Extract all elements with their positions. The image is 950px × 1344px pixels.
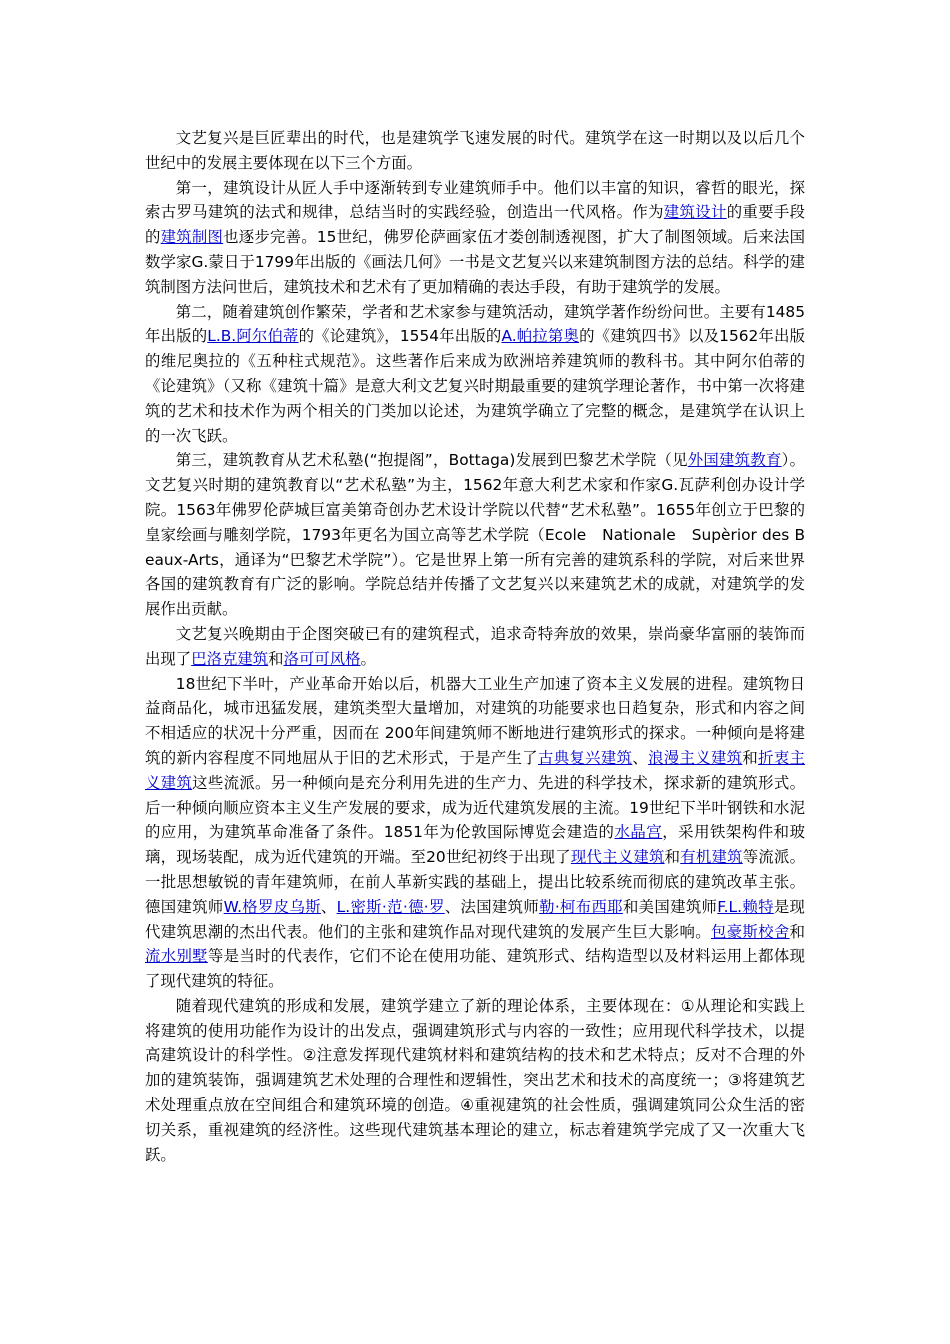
text-run: 、法国建筑师 (444, 897, 540, 916)
hyperlink[interactable]: 浪漫主义建筑 (648, 748, 743, 767)
text-run: 第一，建筑设计从匠人手中逐渐转到专业建筑师手中。他们以丰富的知识，睿哲的眼光，探索古罗马建筑的法式和规律，总结当时的实践经验，创造出一代风格。作为 (145, 178, 805, 222)
text-run: 和 (664, 848, 681, 867)
paragraph-modern-theory (145, 994, 805, 1168)
text-run: 随着现代建筑的形成和发展，建筑学建立了新的理论体系，主要体现在：①从理论和实践上将建筑的使用功能作为设计的出发点，强调建筑形式与内容的一致性；应用现代科学技术，以提高建筑设计的科学性。②注意发挥现代建筑材料和建筑结构的技术和艺术特点；反对不合理的外加的建筑装饰，强调建筑艺术处理的合理性和逻辑性，突出艺术和技术的高度统一；③将建筑艺术处理重点放在空间组合和建筑环境的创造。④重视建筑的社会性质，强调建筑同公众生活的密切关系，重视建筑的经济性。这些现代建筑基本理论的建立，标志着建筑学完成了又一次重大飞跃。 (145, 996, 805, 1164)
hyperlink[interactable]: L.密斯·范·德·罗 (336, 897, 445, 916)
hyperlink[interactable]: F.L.赖特 (717, 897, 774, 916)
paragraph-third-point (145, 448, 805, 622)
hyperlink[interactable]: 流水别墅 (145, 947, 208, 966)
hyperlink[interactable]: W.格罗皮乌斯 (223, 897, 321, 916)
text-run: 文艺复兴晚期由于企图突破已有的建筑程式，追求奇特奔放的效果，崇尚豪华富丽的装饰而出现了 (145, 624, 805, 668)
text-run: 和 (268, 649, 284, 668)
hyperlink[interactable]: 包豪斯校舍 (710, 922, 790, 941)
text-run: 的重要手段的 (145, 203, 805, 247)
paragraph-intro (145, 126, 805, 176)
text-run: ，采用铁架构件和玻璃，现场装配，成为近代建筑的开端。至20世纪初终于出现了 (145, 823, 805, 867)
hyperlink[interactable]: A.帕拉第奥 (501, 327, 580, 346)
text-run: 等是当时的代表作，它们不论在使用功能、建筑形式、结构造型以及材料运用上都体现了现代建筑的特征。 (145, 947, 805, 991)
hyperlink[interactable]: 现代主义建筑 (570, 848, 665, 867)
text-run: 和美国建筑师 (622, 897, 718, 916)
hyperlink[interactable]: 折衷主义建筑 (145, 748, 805, 792)
paragraph-late-renaissance (145, 622, 805, 672)
text-run: 的《建筑四书》以及1562年出版的维尼奥拉的《五种柱式规范》。这些著作后来成为欧洲培养建筑师的教科书。其中阿尔伯蒂的《论建筑》（又称《建筑十篇》是意大利文艺复兴时期最重要的建筑学理论著作，书中第一次将建筑的艺术和技术作为两个相关的门类加以论述，为建筑学确立了完整的概念，是建筑学在认识上的一次飞跃。 (145, 327, 806, 445)
hyperlink[interactable]: 有机建筑 (680, 848, 743, 867)
text-run: ）。文艺复兴时期的建筑教育以“艺术私塾”为主，1562年意大利艺术家和作家G.瓦萨利创办设计学院。1563年佛罗伦萨城巨富美第奇创办艺术设计学院以代替“艺术私塾”。1655年创立于巴黎的皇家绘画与雕刻学院，1793年更名为国立高等艺术学院（Ecole Nationale Supèrior des Beaux-Arts，通译为“巴黎艺术学院”）。它是世界上第一所有完善的建筑系科的学院，对后来世界各国的建筑教育有广泛的影响。学院总结并传播了文艺复兴以来建筑艺术的成就，对建筑学的发展作出贡献。 (145, 451, 805, 619)
hyperlink[interactable]: 洛可可风格 (283, 649, 361, 668)
text-run: 、 (632, 748, 649, 767)
hyperlink[interactable]: 建筑设计 (663, 203, 727, 222)
hyperlink[interactable]: 古典复兴建筑 (538, 748, 633, 767)
paragraph-industrial-revolution (145, 672, 805, 994)
text-run: 。 (360, 649, 376, 668)
document-page (145, 126, 805, 1167)
text-run: 文艺复兴是巨匠辈出的时代，也是建筑学飞速发展的时代。建筑学在这一时期以及以后几个世纪中的发展主要体现在以下三个方面。 (145, 129, 805, 172)
text-run: 是现代建筑思潮的杰出代表。他们的主张和建筑作品对现代建筑的发展产生巨大影响。 (145, 897, 805, 941)
text-run: 第二，随着建筑创作繁荣，学者和艺术家参与建筑活动，建筑学著作纷纷问世。主要有1485年出版的 (145, 302, 805, 346)
hyperlink[interactable]: 外国建筑教育 (687, 451, 782, 470)
text-run: 这些流派。另一种倾向是充分利用先进的生产力、先进的科学技术，探求新的建筑形式。后一种倾向顺应资本主义生产发展的要求，成为近代建筑发展的主流。19世纪下半叶钢铁和水泥的应用，为建筑革命准备了条件。1851年为伦敦国际博览会建造的 (145, 773, 805, 842)
text-run: 、 (320, 897, 337, 916)
text-run: 也逐步完善。15世纪，佛罗伦萨画家伍才娄创制透视图，扩大了制图领域。后来法国数学家G.蒙日于1799年出版的《画法几何》一书是文艺复兴以来建筑制图方法的总结。科学的建筑制图方法问世后，建筑技术和艺术有了更加精确的表达手段，有助于建筑学的发展。 (145, 228, 805, 296)
text-run: 第三，建筑教育从艺术私塾(“抱提阁”，Bottaga)发展到巴黎艺术学院（见 (175, 451, 688, 470)
paragraph-second-point (145, 300, 805, 449)
text-run: 等流派。一批思想敏锐的青年建筑师，在前人革新实践的基础上，提出比较系统而彻底的建筑改革主张。德国建筑师 (145, 848, 805, 916)
text-run: 和 (742, 748, 759, 767)
text-run: 和 (789, 922, 805, 941)
hyperlink[interactable]: L.B.阿尔伯蒂 (207, 327, 299, 346)
text-run: 18世纪下半叶，产业革命开始以后，机器大工业生产加速了资本主义发展的进程。建筑物日益商品化，城市迅猛发展，建筑类型大量增加，对建筑的功能要求也日趋复杂，形式和内容之间不相适应的状况十分严重，因而在 200年间建筑师不断地进行建筑形式的探求。一种倾向是将建筑的新内容程度不同地屈从于旧的艺术形式，于是产生了 (145, 674, 805, 767)
paragraph-first-point (145, 176, 805, 300)
hyperlink[interactable]: 巴洛克建筑 (191, 649, 269, 668)
hyperlink[interactable]: 水晶宫 (614, 823, 663, 842)
text-run: 的《论建筑》，1554年出版的 (298, 327, 502, 346)
hyperlink[interactable]: 勒·柯布西耶 (539, 897, 623, 916)
hyperlink[interactable]: 建筑制图 (160, 228, 224, 247)
